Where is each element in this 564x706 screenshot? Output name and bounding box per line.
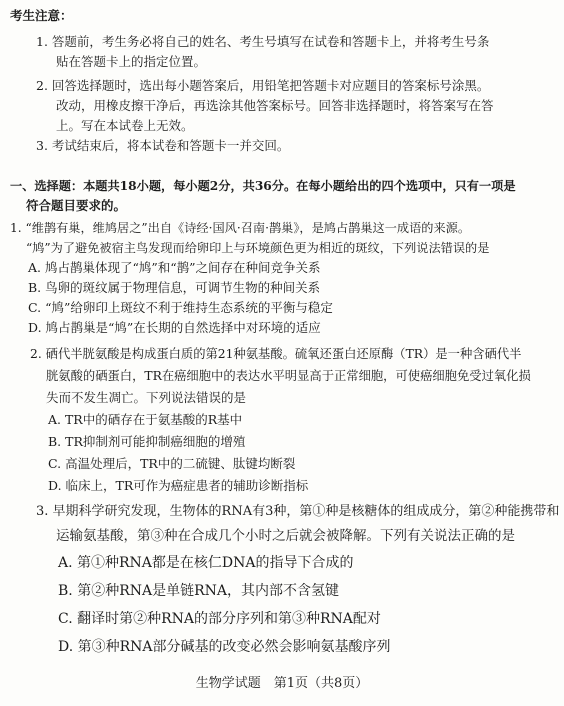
question-stem: 1. “维鹊有巢，维鸠居之”出自《诗经·国风·召南·鹊巢》，是鸠占鹊巢这一成语的来源。: [10, 221, 471, 235]
notice-item: 2. 回答选择题时，选出每小题答案后，用铅笔把答题卡对应题目的答案标号涂黑。: [36, 78, 490, 93]
question-stem: 运输氨基酸，第③种在合成几个小时之后就会被降解。下列有关说法正确的是: [56, 528, 515, 544]
notice-item: 上。写在本试卷上无效。: [56, 118, 194, 133]
notice-item: 3. 考试结束后，将本试卷和答题卡一并交回。: [36, 138, 290, 153]
question-stem: 3. 早期科学研究发现，生物体的RNA有3种，第①种是核糖体的组成成分，第②种能携带和: [36, 504, 560, 519]
question-stem: 2. 硒代半胱氨酸是构成蛋白质的第21种氨基酸。硫氧还蛋白还原酶（TR）是一种含硒代半: [30, 347, 522, 361]
page-footer: 生物学试题 第1页（共8页）: [195, 676, 369, 691]
notice-title: 考生注意：: [10, 8, 73, 23]
question-stem: “鸠”为了避免被宿主鸟发现而给卵印上与环境颜色更为相近的斑纹，下列说法错误的是: [26, 241, 490, 255]
section-heading-cont: 符合题目要求的。: [26, 198, 127, 213]
answer-option: B. TR抑制剂可能抑制癌细胞的增殖: [48, 434, 246, 449]
answer-option: B. 第②种RNA是单链RNA，其内部不含氢键: [58, 583, 339, 599]
answer-option: C. 高温处理后，TR中的二硫键、肽键均断裂: [48, 456, 296, 471]
answer-option: D. 第③种RNA部分碱基的改变必然会影响氨基酸序列: [58, 639, 391, 655]
notice-item: 改动，用橡皮擦干净后，再选涂其他答案标号。回答非选择题时，将答案写在答: [56, 98, 494, 113]
question-stem: 胱氨酸的硒蛋白，TR在癌细胞中的表达水平明显高于正常细胞，可使癌细胞免受过氧化损: [46, 369, 531, 383]
notice-item: 1. 答题前，考生务必将自己的姓名、考生号填写在试卷和答题卡上，并将考生号条: [36, 34, 490, 49]
section-heading: 一、选择题：本题共18小题，每小题2分，共36分。在每小题给出的四个选项中，只有一项是: [10, 179, 516, 193]
answer-option: D. 鸠占鹊巢是“鸠”在长期的自然选择中对环境的适应: [28, 320, 321, 335]
answer-option: D. 临床上，TR可作为癌症患者的辅助诊断指标: [48, 478, 309, 493]
answer-option: A. 鸠占鹊巢体现了“鸠”和“鹊”之间存在种间竞争关系: [28, 260, 321, 275]
answer-option: C. 翻译时第②种RNA的部分序列和第③种RNA配对: [58, 611, 381, 627]
answer-option: A. 第①种RNA都是在核仁DNA的指导下合成的: [58, 555, 354, 571]
answer-option: B. 鸟卵的斑纹属于物理信息，可调节生物的种间关系: [28, 280, 321, 295]
question-stem: 失而不发生凋亡。下列说法错误的是: [46, 390, 247, 405]
answer-option: C. “鸠”给卵印上斑纹不利于维持生态系统的平衡与稳定: [28, 300, 333, 315]
answer-option: A. TR中的硒存在于氨基酸的R基中: [48, 412, 243, 427]
notice-item: 贴在答题卡上的指定位置。: [56, 54, 207, 69]
